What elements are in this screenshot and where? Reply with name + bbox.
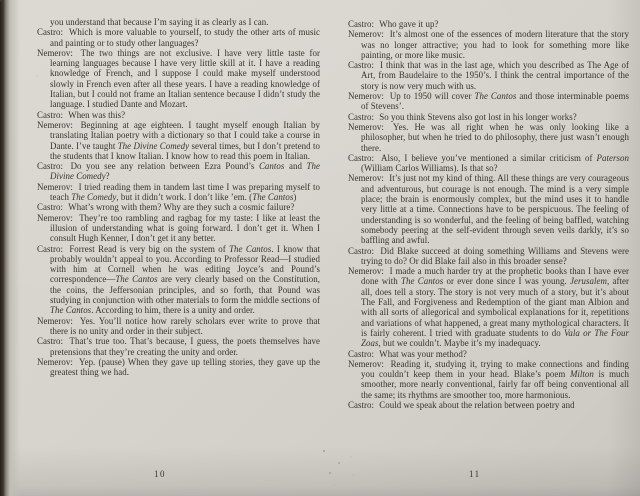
work-title: The Cantos: [115, 274, 158, 285]
dialogue-text: you understand that because I’m saying it as clearly as I can.: [50, 17, 269, 27]
dialogue-text: Yes. He was all right when he was only looking like a philosopher, but when he tried to do philosophy, there just wasn’t enough there.: [361, 121, 629, 153]
dialogue-text: ): [293, 192, 297, 203]
work-title: The Comedy: [71, 192, 117, 203]
speaker-label: Nemerov:: [37, 212, 77, 223]
dialogue-text: and those interminable poems of Stevens’.: [361, 91, 629, 112]
dialogue-paragraph: [37, 213, 320, 244]
dialogue-text: It’s just not my kind of thing. All these things are very courageous and adventurous, but courage is not enough. The mind is a very simple place; the brain is enormously complex, but the mind uses it to handle very little at a time. Connections have to be perspicuous. The feeling of understanding is so wonderful, and the feeling of being baffled, watching somebody peering at the self-evident through seven veils darkly, it’s so baffling and awful.: [361, 173, 629, 246]
dialogue-text: What’s wrong with them? Why are they such a cosmic failure?: [68, 202, 295, 213]
speaker-label: Nemerov:: [348, 91, 387, 102]
dialogue-text: ?: [105, 171, 110, 182]
dialogue-paragraph: [348, 29, 629, 60]
speaker-label: Castro:: [37, 161, 68, 172]
work-title: Paterson: [596, 152, 629, 163]
dialogue-text: , but we couldn’t. Maybe it’s my inadequacy.: [378, 338, 541, 349]
dialogue-paragraph: [37, 161, 320, 182]
dialogue-paragraph: [348, 349, 629, 359]
dialogue-text: . I know that probably wouldn’t appeal to you. According to Professor Read—I studied with him at Cornell when he was editing Joyce’s and Pound’s correspondence—: [50, 243, 320, 285]
speaker-label: Nemerov:: [348, 358, 388, 369]
dialogue-paragraph: [348, 112, 629, 122]
dialogue-text: Reading it, studying it, trying to make connections and finding you couldn’t keep them in your head. Blake’s poem: [361, 358, 630, 380]
speaker-label: Castro:: [37, 109, 66, 120]
work-title: The Cantos: [229, 243, 272, 254]
speaker-label: Nemerov:: [348, 266, 387, 277]
dialogue-paragraph: [348, 122, 629, 153]
dialogue-text: What was your method?: [379, 348, 467, 359]
dialogue-paragraph: [348, 266, 629, 348]
dialogue-paragraph: [37, 336, 320, 357]
page-edge-shadow: [0, 0, 20, 496]
speaker-label: Castro:: [37, 336, 67, 347]
work-title: Jerusalem: [570, 276, 607, 287]
dialogue-text: They’re too rambling and ragbag for my taste: I like at least the illusion of understanding what is going forward. I don’t get it. When I consult Hugh Kenner, I don’t get it any better.: [50, 212, 321, 244]
speaker-label: Castro:: [37, 243, 67, 254]
work-title: The Cantos: [401, 276, 444, 287]
dialogue-paragraph: [37, 202, 320, 212]
speaker-label: Nemerov:: [348, 121, 391, 132]
smudge-marks: [0, 0, 2, 2]
dialogue-text: Also, I believe you’ve mentioned a similar criticism of: [381, 152, 597, 163]
speaker-label: Castro:: [348, 152, 379, 163]
dialogue-paragraph: [37, 17, 320, 27]
work-title: Milton: [569, 369, 594, 380]
work-title: The Cantos: [474, 91, 517, 102]
dialogue-text: I tried reading them in tandem last time I was preparing myself to teach: [50, 181, 320, 203]
dialogue-text: Which is more valuable to yourself, to study the other arts of music and painting or to study other languages?: [50, 27, 320, 48]
dialogue-text: Who gave it up?: [379, 19, 439, 29]
dialogue-paragraph: [37, 27, 320, 48]
speaker-label: Castro:: [348, 19, 377, 29]
speaker-label: Nemerov:: [37, 181, 76, 192]
dialogue-text: or ever done since I was young.: [443, 276, 571, 287]
dialogue-paragraph: [37, 110, 320, 120]
dialogue-text: Beginning at age eighteen. I taught myself enough Italian by translating Italian poetry with a dictionary so that I could take a course in Dante. I’ve taught: [50, 119, 321, 151]
dialogue-paragraph: [348, 60, 629, 91]
dialogue-text: It’s almost one of the essences of modern literature that the story was no longer attractive; you had to look for something more like painting, or more like music.: [361, 29, 629, 60]
dialogue-paragraph: [37, 357, 320, 378]
speaker-label: Nemerov:: [348, 29, 387, 40]
work-title: The Divine Comedy: [117, 140, 190, 151]
speaker-label: Castro:: [37, 202, 66, 213]
page-left-text: [37, 17, 320, 377]
speaker-label: Castro:: [37, 27, 66, 38]
page-number-right: 11: [469, 469, 481, 479]
dialogue-paragraph: [348, 91, 629, 112]
dialogue-text: are very clearly based on the Constitution, the coins, the Jeffersonian principles, and so forth, that Pound was studying in conjunction with other materials to form the middle sections of: [50, 274, 320, 306]
dialogue-text: Up to 1950 will cover: [389, 91, 475, 102]
work-title: Vala or The Four Zoas: [361, 327, 629, 349]
dialogue-text: The two things are not exclusive. I have very little taste for learning languages because I have very little skill at it. I have a reading knowledge of French, and I suppose I could make myself understood slowly in French even after all these years. I have a reading knowledge of Italian, but I could not frame an Italian sentence because I didn’t study the language. I studied Dante and Mozart.: [50, 47, 320, 110]
speaker-label: Castro:: [348, 399, 377, 410]
dialogue-text: and: [284, 161, 307, 172]
dialogue-text: Could we speak about the relation between poetry and: [379, 399, 575, 410]
dialogue-text: , after all, does tell a story. The story is not very much of a story, but it’s about The Fall, and Forgiveness and Redemption of the giant man Albion and with all sorts of allegorical and symbolical explanations for it, repetitions and variations of what happened, a great many mythological characters. It is fairly coherent. I tried with graduate students to do: [361, 276, 630, 338]
dialogue-text: is much smoother, more nearly conventional, fairly far off being conventional all the same; its rhythms are smoother too, more harmonious.: [361, 369, 629, 400]
dialogue-text: I think that was in the last age, which you described as The Age of Art, from Baudelaire to the 1950’s. I think the central importance of the story is now very much with us.: [361, 60, 629, 91]
speaker-label: Castro:: [348, 348, 377, 359]
dialogue-paragraph: [37, 48, 320, 110]
speaker-label: Castro:: [348, 111, 377, 122]
work-title: The Divine Comedy: [50, 161, 320, 182]
work-title: The Cantos: [50, 305, 92, 316]
dialogue-text: Do you see any relation between Ezra Pound’s: [70, 161, 259, 172]
dialogue-text: several times, but I don’t pretend to the students that I know Italian. I know how to read this poem in Italian.: [50, 140, 320, 161]
dialogue-text: I made a much harder try at the prophetic books than I have ever done with: [361, 266, 629, 287]
dialogue-text: . According to him, there is a unity and order.: [91, 305, 255, 316]
speaker-label: Castro:: [348, 60, 377, 71]
work-title: Cantos: [258, 161, 285, 172]
work-title: The Cantos: [252, 192, 294, 203]
speaker-label: Nemerov:: [348, 173, 387, 184]
dialogue-text: That’s true too. That’s because, I guess, the poets themselves have pretensions that they’re creating the unity and order.: [50, 336, 320, 357]
dialogue-text: Yep. (pause) When they gave up telling stories, they gave up the greatest thing we had.: [50, 356, 320, 378]
dialogue-paragraph: [348, 400, 629, 410]
dialogue-text: Yes. You’ll notice how rarely scholars ever write to prove that there is no unity and order in their subject.: [50, 315, 321, 336]
speaker-label: Nemerov:: [37, 356, 77, 367]
page-right-text: [348, 19, 629, 410]
dialogue-paragraph: [37, 316, 320, 337]
dialogue-paragraph: [37, 244, 320, 316]
speaker-label: Nemerov:: [37, 315, 77, 326]
dialogue-text: So you think Stevens also got lost in his longer works?: [379, 111, 577, 122]
dialogue-paragraph: [37, 182, 320, 203]
dialogue-paragraph: [348, 173, 629, 245]
speaker-label: Nemerov:: [37, 47, 78, 58]
dialogue-paragraph: [348, 246, 629, 267]
dialogue-paragraph: [37, 120, 320, 161]
dialogue-text: (William Carlos Williams). Is that so?: [361, 163, 498, 174]
dialogue-paragraph: [348, 153, 629, 174]
dialogue-text: Forrest Read is very big on the system of: [69, 243, 230, 254]
dialogue-paragraph: [348, 359, 629, 400]
dialogue-text: When was this?: [68, 109, 126, 120]
page-number-left: 10: [154, 469, 166, 479]
dialogue-text: Did Blake succeed at doing something Williams and Stevens were trying to do? Or did Blake fail also in this broader sense?: [361, 245, 629, 266]
speaker-label: Castro:: [348, 245, 378, 256]
dialogue-text: , but it didn’t work. I don’t like ’em. (: [116, 192, 253, 203]
dialogue-paragraph: [348, 19, 629, 29]
speaker-label: Nemerov:: [37, 119, 78, 130]
